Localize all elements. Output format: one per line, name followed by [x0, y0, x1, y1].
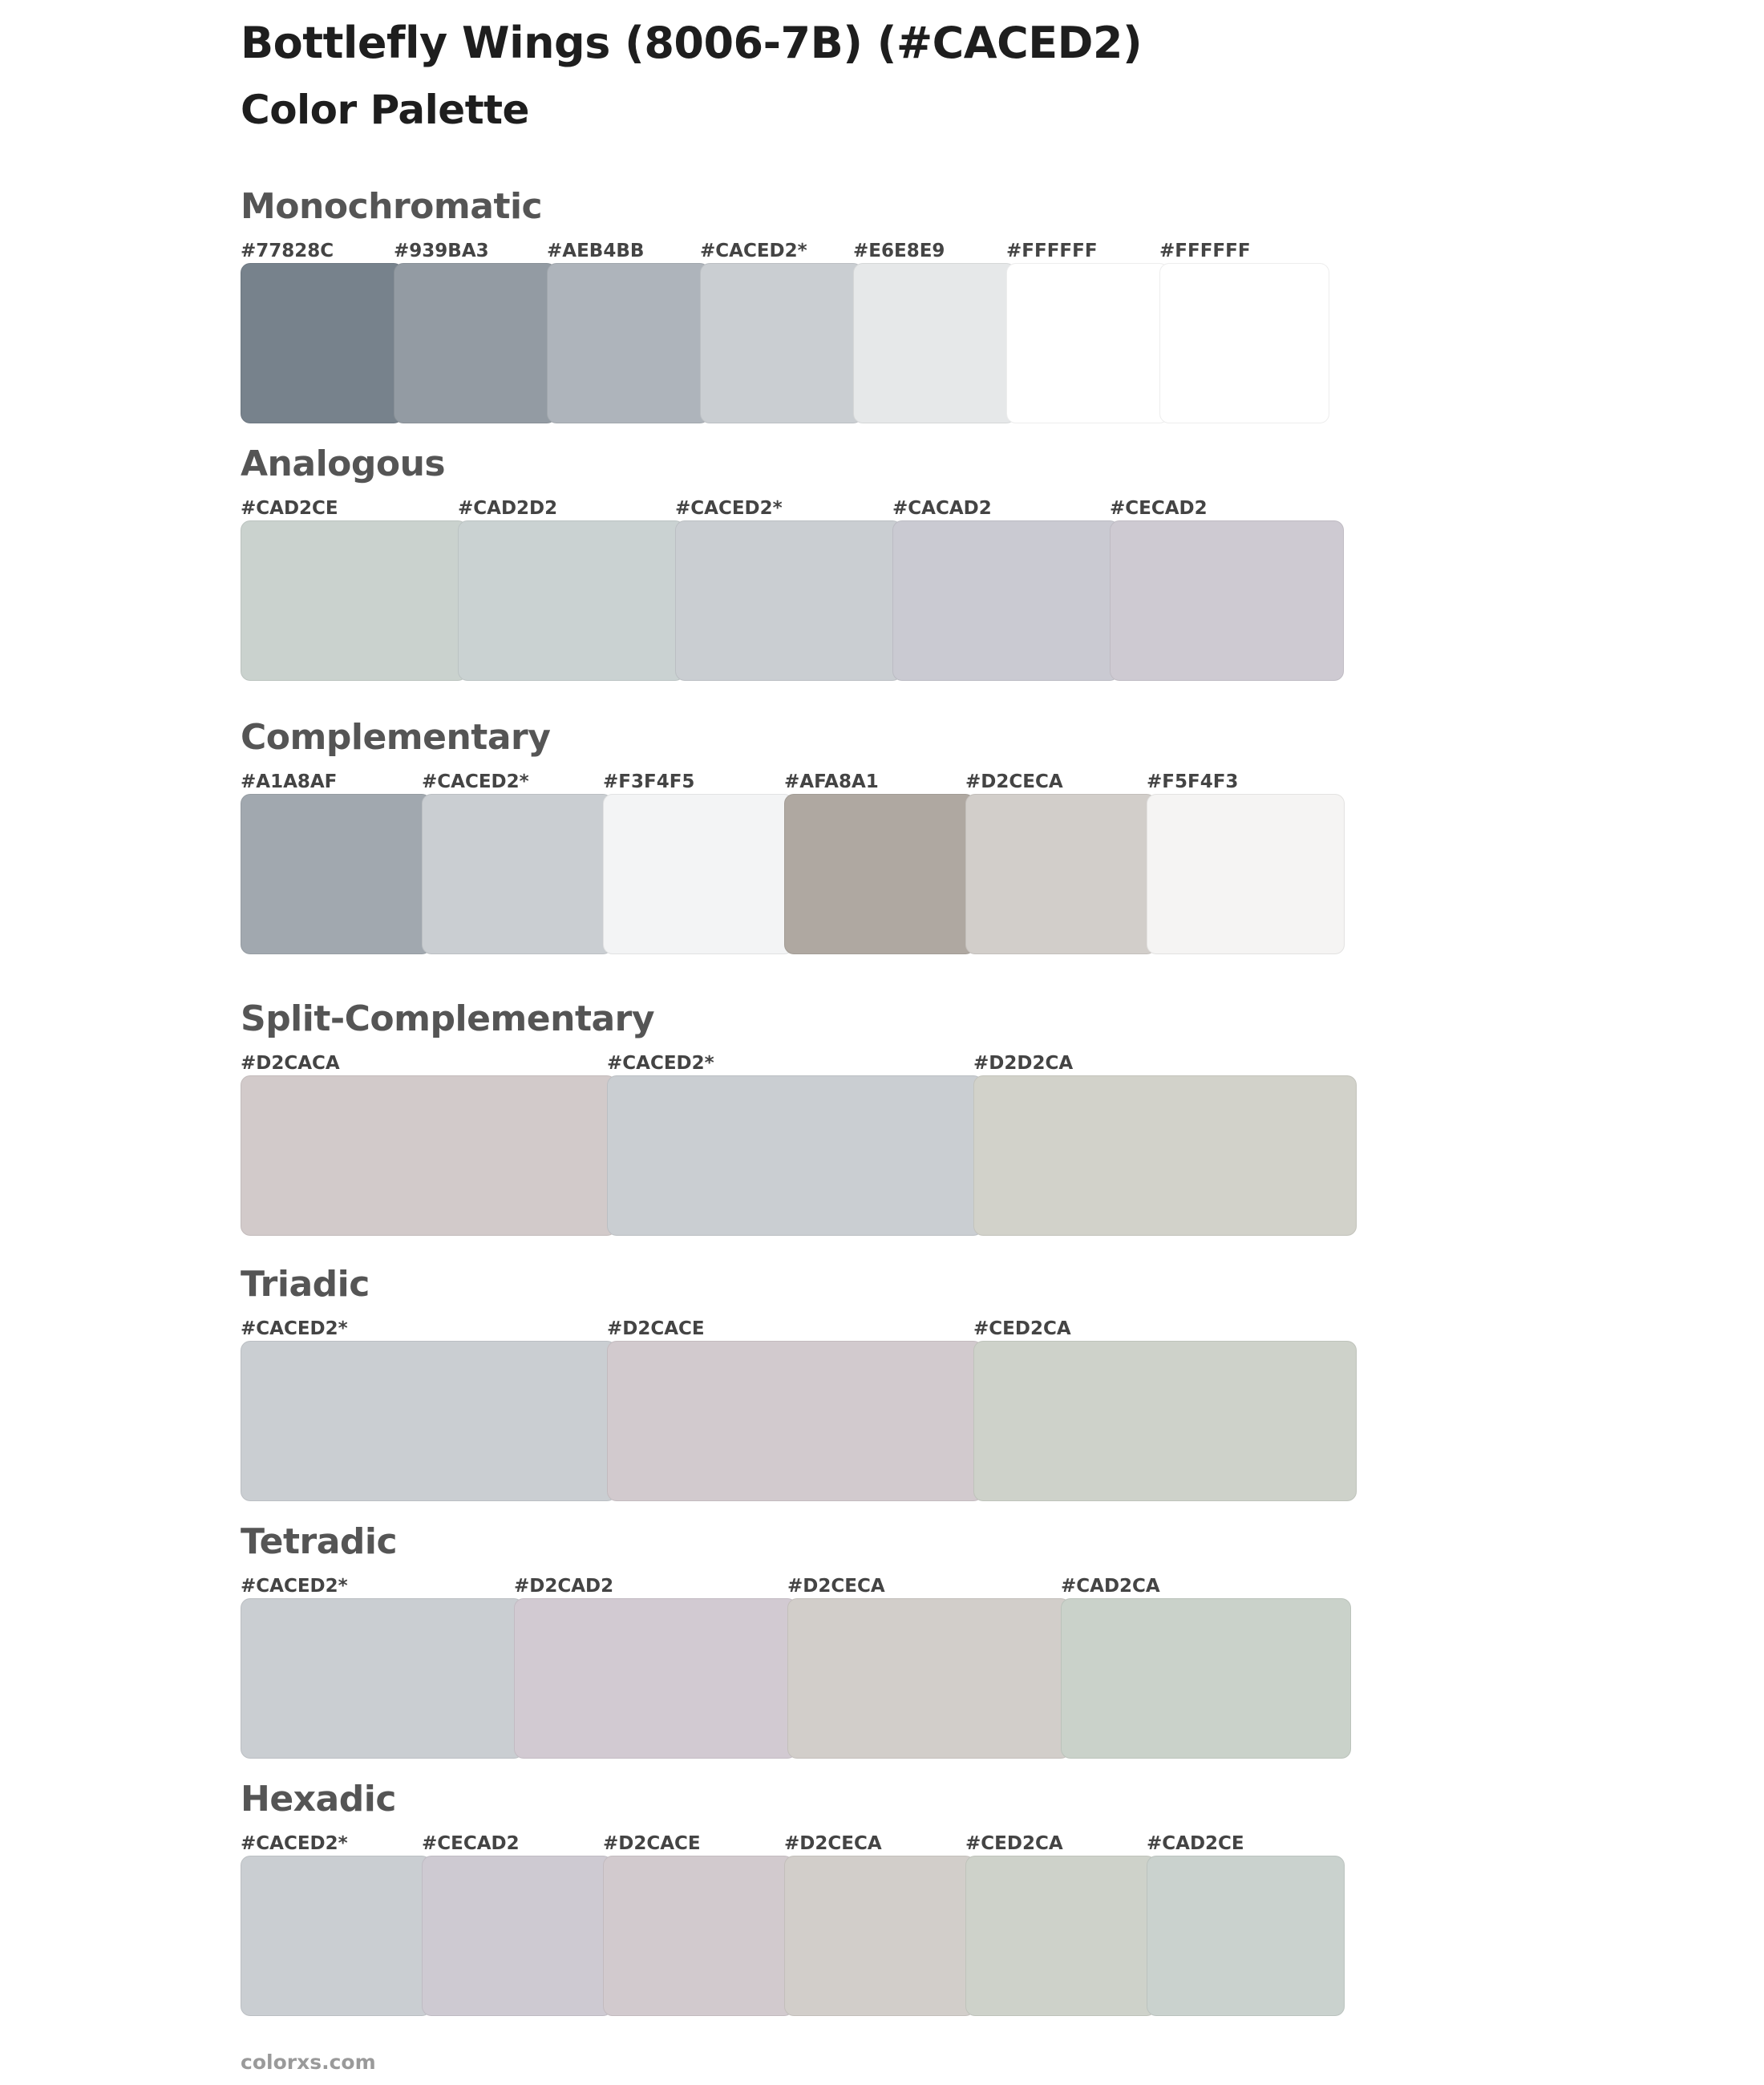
section-title-monochromatic: Monochromatic	[241, 186, 543, 227]
hex-label[interactable]: #CAD2CE	[241, 498, 338, 519]
color-swatch[interactable]	[241, 1341, 617, 1501]
hex-label[interactable]: #F3F4F5	[603, 771, 695, 792]
hex-label[interactable]: #F5F4F3	[1147, 771, 1239, 792]
hex-label[interactable]: #D2CACE	[603, 1833, 701, 1854]
hex-label[interactable]: #D2CACA	[241, 1053, 340, 1074]
hex-label[interactable]: #D2CAD2	[514, 1576, 614, 1597]
color-swatch[interactable]	[607, 1075, 983, 1236]
section-title-complementary: Complementary	[241, 717, 551, 758]
color-swatch[interactable]	[607, 1341, 983, 1501]
hex-label[interactable]: #CACED2*	[675, 498, 783, 519]
color-swatch[interactable]	[547, 263, 710, 423]
color-swatch[interactable]	[603, 1856, 794, 2016]
color-swatch[interactable]	[241, 263, 403, 423]
hex-label[interactable]: #CACED2*	[700, 241, 807, 261]
color-swatch[interactable]	[1147, 794, 1345, 954]
color-swatch[interactable]	[784, 794, 975, 954]
color-swatch[interactable]	[965, 1856, 1156, 2016]
site-footer[interactable]: colorxs.com	[241, 2051, 376, 2074]
hex-label[interactable]: #D2D2CA	[973, 1053, 1074, 1074]
hex-label[interactable]: #D2CECA	[784, 1833, 882, 1854]
hex-label[interactable]: #CAD2CA	[1061, 1576, 1160, 1597]
color-swatch[interactable]	[853, 263, 1016, 423]
hex-label[interactable]: #D2CECA	[965, 771, 1063, 792]
color-swatch[interactable]	[1110, 520, 1344, 681]
section-title-analogous: Analogous	[241, 443, 446, 484]
hex-label[interactable]: #CACED2*	[241, 1318, 348, 1339]
color-swatch[interactable]	[241, 794, 431, 954]
color-swatch[interactable]	[241, 1856, 431, 2016]
color-swatch[interactable]	[394, 263, 556, 423]
hex-label[interactable]: #AFA8A1	[784, 771, 879, 792]
color-swatch[interactable]	[1061, 1598, 1351, 1759]
hex-label[interactable]: #CAD2CE	[1147, 1833, 1244, 1854]
color-swatch[interactable]	[241, 1598, 524, 1759]
hex-label[interactable]: #939BA3	[394, 241, 489, 261]
hex-label[interactable]: #E6E8E9	[853, 241, 945, 261]
hex-label[interactable]: #CED2CA	[965, 1833, 1063, 1854]
hex-label[interactable]: #CACED2*	[241, 1576, 348, 1597]
color-swatch[interactable]	[973, 1341, 1357, 1501]
color-swatch[interactable]	[892, 520, 1119, 681]
hex-label[interactable]: #CACED2*	[607, 1053, 714, 1074]
color-swatch[interactable]	[1147, 1856, 1345, 2016]
hex-label[interactable]: #CACED2*	[241, 1833, 348, 1854]
color-swatch[interactable]	[603, 794, 794, 954]
color-swatch[interactable]	[784, 1856, 975, 2016]
hex-label[interactable]: #CACAD2	[892, 498, 992, 519]
section-title-tetradic: Tetradic	[241, 1521, 398, 1562]
color-swatch[interactable]	[458, 520, 685, 681]
hex-label[interactable]: #CECAD2	[1110, 498, 1208, 519]
hex-label[interactable]: #FFFFFF	[1159, 241, 1251, 261]
hex-label[interactable]: #D2CECA	[787, 1576, 885, 1597]
hex-label[interactable]: #CAD2D2	[458, 498, 558, 519]
section-title-triadic: Triadic	[241, 1264, 370, 1305]
hex-label[interactable]: #D2CACE	[607, 1318, 705, 1339]
color-swatch[interactable]	[700, 263, 863, 423]
color-swatch[interactable]	[241, 520, 467, 681]
color-swatch[interactable]	[241, 1075, 617, 1236]
color-swatch[interactable]	[675, 520, 902, 681]
color-swatch[interactable]	[965, 794, 1156, 954]
color-swatch[interactable]	[787, 1598, 1070, 1759]
section-title-hexadic: Hexadic	[241, 1779, 396, 1820]
hex-label[interactable]: #77828C	[241, 241, 334, 261]
page-title: Bottlefly Wings (8006-7B) (#CACED2)	[241, 18, 1143, 68]
hex-label[interactable]: #FFFFFF	[1006, 241, 1098, 261]
hex-label[interactable]: #CECAD2	[422, 1833, 520, 1854]
page-subtitle: Color Palette	[241, 87, 529, 133]
color-swatch[interactable]	[422, 1856, 613, 2016]
hex-label[interactable]: #A1A8AF	[241, 771, 338, 792]
section-title-split-complementary: Split-Complementary	[241, 998, 655, 1039]
color-swatch[interactable]	[514, 1598, 797, 1759]
color-swatch[interactable]	[973, 1075, 1357, 1236]
color-swatch[interactable]	[1006, 263, 1169, 423]
hex-label[interactable]: #CED2CA	[973, 1318, 1071, 1339]
color-swatch[interactable]	[422, 794, 613, 954]
color-swatch[interactable]	[1159, 263, 1329, 423]
hex-label[interactable]: #AEB4BB	[547, 241, 645, 261]
hex-label[interactable]: #CACED2*	[422, 771, 529, 792]
